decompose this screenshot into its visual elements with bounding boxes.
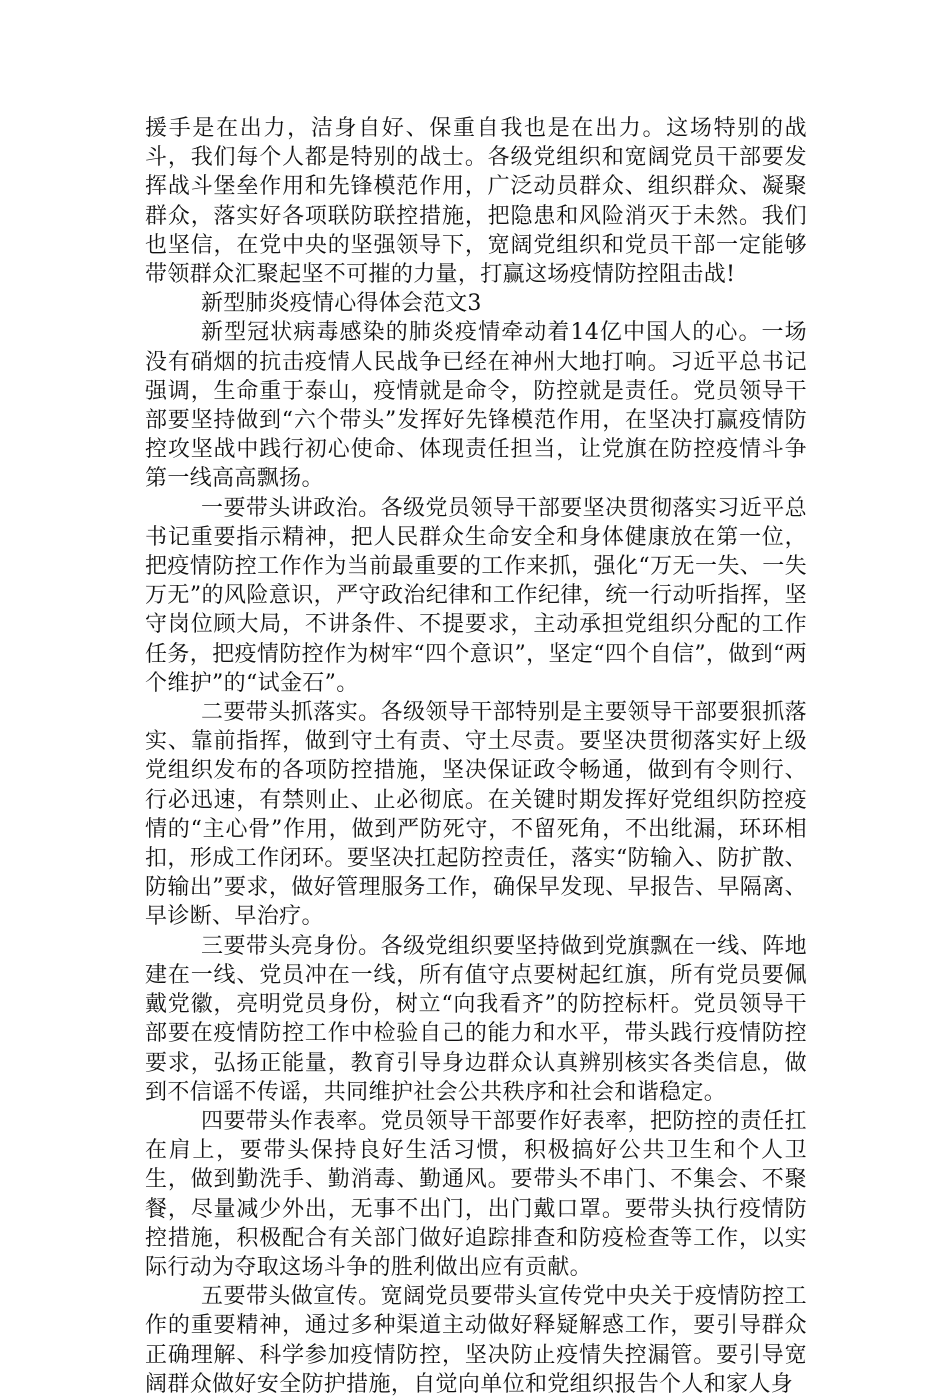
section-title: 新型肺炎疫情心得体会范文3	[201, 291, 482, 317]
section-paragraph-2: 一要带头讲政治。各级党员领导干部要坚决贯彻落实习近平总书记重要指示精神，把人民群众生命安全和身体健康放在第一位，把疫情防控工作作为当前最重要的工作来抓，强化“万无一失、一失万无”的风险意识，严守政治纪律和工作纪律，统一行动听指挥，坚守岗位顾大局，不讲条件、不提要求，主动承担党组织分配的工作任务，把疫情防控作为树牢“四个意识”，坚定“四个自信”，做到“两个维护”的“试金石”。	[145, 495, 807, 696]
intro-paragraph: 援手是在出力，洁身自好、保重自我也是在出力。这场特别的战斗，我们每个人都是特别的战士。各级党组织和宽阔党员干部要发挥战斗堡垒作用和先锋模范作用，广泛动员群众、组织群众、凝聚群众，落实好各项联防联控措施，把隐患和风险消灭于未然。我们也坚信，在党中央的坚强领导下，宽阔党组织和党员干部一定能够带领群众汇聚起坚不可摧的力量，打赢这场疫情防控阻击战!	[145, 116, 807, 288]
document-body	[145, 114, 807, 1399]
section-paragraph-1: 新型冠状病毒感染的肺炎疫情牵动着14亿中国人的心。一场没有硝烟的抗击疫情人民战争已经在神州大地打响。习近平总书记强调，生命重于泰山，疫情就是命令，防控就是责任。党员领导干部要坚持做到“六个带头”发挥好先锋模范作用，在坚决打赢疫情防控攻坚战中践行初心使命、体现责任担当，让党旗在防控疫情斗争第一线高高飘扬。	[145, 320, 807, 492]
section-paragraph-3: 二要带头抓落实。各级领导干部特别是主要领导干部要狠抓落实、靠前指挥，做到守土有责、守土尽责。要坚决贯彻落实好上级党组织发布的各项防控措施，坚决保证政令畅通，做到有令则行、行必迅速，有禁则止、止必彻底。在关键时期发挥好党组织防控疫情的“主心骨”作用，做到严防死守，不留死角，不出纰漏，环环相扣，形成工作闭环。要坚决扛起防控责任，落实“防输入、防扩散、防输出”要求，做好管理服务工作，确保早发现、早报告、早隔离、早诊断、早治疗。	[145, 700, 807, 930]
section-paragraph-4: 三要带头亮身份。各级党组织要坚持做到党旗飘在一线、阵地建在一线、党员冲在一线，所有值守点要树起红旗，所有党员要佩戴党徽，亮明党员身份，树立“向我看齐”的防控标杆。党员领导干部要在疫情防控工作中检验自己的能力和水平，带头践行疫情防控要求，弘扬正能量，教育引导身边群众认真辨别核实各类信息，做到不信谣不传谣，共同维护社会公共秩序和社会和谐稳定。	[145, 933, 807, 1105]
section-paragraph-6: 五要带头做宣传。宽阔党员要带头宣传党中央关于疫情防控工作的重要精神，通过多种渠道主动做好释疑解惑工作，要引导群众正确理解、科学参加疫情防控，坚决防止疫情失控漏管。要引导宽阔群众做好安全防护措施，自觉向单位和党组织报告个人和家人身	[145, 1284, 807, 1397]
section-paragraph-5: 四要带头作表率。党员领导干部要作好表率，把防控的责任扛在肩上，要带头保持良好生活习惯，积极搞好公共卫生和个人卫生，做到勤洗手、勤消毒、勤通风。要带头不串门、不集会、不聚餐，尽量减少外出，无事不出门，出门戴口罩。要带头执行疫情防控措施，积极配合有关部门做好追踪排查和防疫检查等工作，以实际行动为夺取这场斗争的胜利做出应有贡献。	[145, 1108, 807, 1280]
